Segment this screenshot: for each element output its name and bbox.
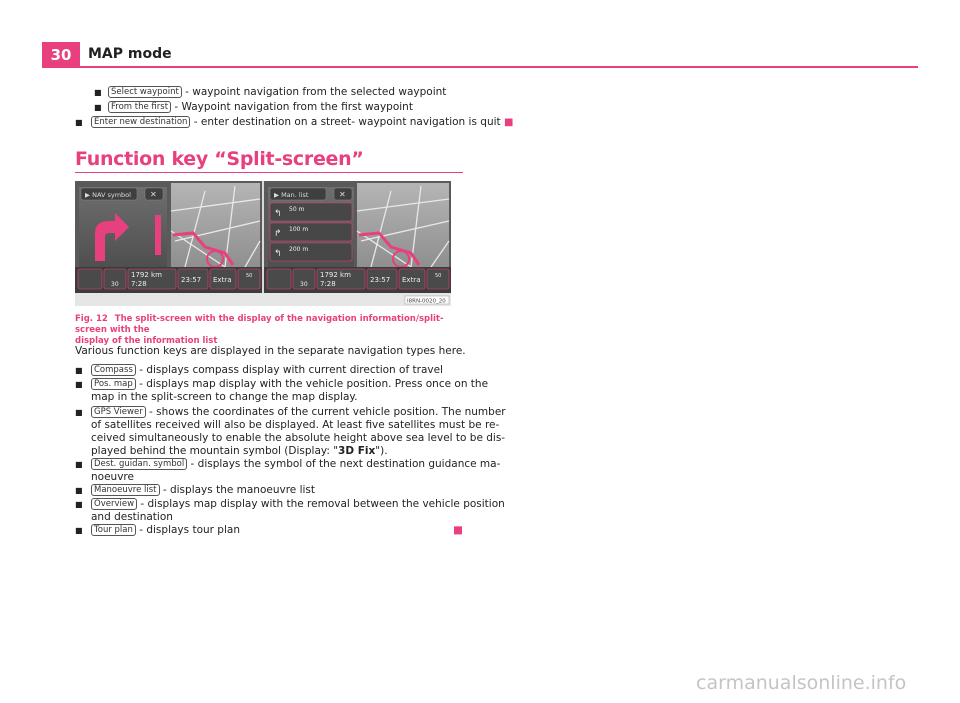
end-mark: ■ bbox=[453, 524, 463, 536]
svg-text:✕: ✕ bbox=[150, 190, 157, 199]
svg-text:50: 50 bbox=[246, 273, 253, 279]
bullet: ■ bbox=[75, 408, 83, 417]
function-key-item: Manoeuvre list - displays the manoeuvre list bbox=[91, 484, 315, 497]
function-key-item: Pos. map - displays map display with the vehicle position. Press once on the bbox=[91, 378, 488, 391]
key-enter-new-destination: Enter new destination bbox=[91, 116, 190, 128]
bullet: ■ bbox=[75, 118, 83, 127]
figure-split-screen bbox=[75, 181, 451, 306]
bullet: ■ bbox=[75, 486, 83, 495]
figure-caption: Fig. 12 The split-screen with the display of the navigation information/split-screen with the display of the information list bbox=[75, 314, 444, 346]
svg-text:↱: ↱ bbox=[274, 229, 282, 239]
bullet: ■ bbox=[94, 88, 102, 97]
function-key-item: GPS Viewer - shows the coordinates of the current vehicle position. The number bbox=[91, 406, 506, 419]
function-key-item: Tour plan - displays tour plan bbox=[91, 524, 240, 537]
heading-rule bbox=[75, 172, 463, 173]
figure-illustration bbox=[75, 181, 451, 306]
svg-text:7:28: 7:28 bbox=[320, 280, 336, 288]
svg-text:Extra: Extra bbox=[213, 276, 232, 284]
function-key-item-continued: and destination bbox=[91, 511, 173, 523]
bullet: ■ bbox=[75, 500, 83, 509]
function-key-item-continued: ceived simultaneously to enable the absolute height above sea level to be dis- bbox=[91, 432, 506, 444]
section-title: MAP mode bbox=[88, 46, 172, 62]
bullet: ■ bbox=[75, 366, 83, 375]
function-key-label: Tour plan bbox=[91, 524, 136, 536]
map-area-left bbox=[171, 183, 260, 267]
figure-code: I8RN-0020_20 bbox=[407, 298, 446, 305]
bullet: ■ bbox=[75, 380, 83, 389]
svg-text:30: 30 bbox=[300, 281, 308, 288]
map-area-right bbox=[357, 183, 449, 267]
key-select-waypoint: Select waypoint bbox=[108, 86, 182, 98]
svg-text:✕: ✕ bbox=[339, 190, 346, 199]
function-key-item-continued: noeuvre bbox=[91, 471, 134, 483]
function-key-label: Pos. map bbox=[91, 378, 136, 390]
svg-text:50: 50 bbox=[435, 273, 442, 279]
svg-text:200 m: 200 m bbox=[289, 246, 309, 253]
section-heading: Function key “Split-screen” bbox=[75, 148, 364, 170]
page-header bbox=[42, 42, 918, 68]
svg-text:7:28: 7:28 bbox=[131, 280, 147, 288]
function-key-label: Dest. guidan. symbol bbox=[91, 458, 187, 470]
svg-text:23:57: 23:57 bbox=[181, 276, 202, 284]
bullet: ■ bbox=[94, 103, 102, 112]
end-mark: ■ bbox=[503, 117, 514, 128]
function-key-item-continued: of satellites received will also be displayed. At least five satellites must be re- bbox=[91, 419, 500, 431]
page-number: 30 bbox=[42, 42, 80, 68]
svg-text:↰: ↰ bbox=[274, 249, 282, 259]
function-key-item: Dest. guidan. symbol - displays the symbol of the next destination guidance ma- bbox=[91, 458, 500, 471]
intro-paragraph: Various function keys are displayed in the separate navigation types here. bbox=[75, 345, 466, 357]
svg-text:↰: ↰ bbox=[274, 209, 282, 219]
watermark: carmanualsonline.info bbox=[696, 672, 907, 694]
svg-text:50 m: 50 m bbox=[289, 206, 305, 213]
bullet: ■ bbox=[75, 526, 83, 535]
function-key-item: Overview - displays map display with the removal between the vehicle position bbox=[91, 498, 505, 511]
svg-text:Extra: Extra bbox=[402, 276, 421, 284]
svg-text:100 m: 100 m bbox=[289, 226, 309, 233]
key-from-the-first: From the first bbox=[108, 101, 171, 113]
left-title: ▶ NAV symbol bbox=[85, 191, 131, 199]
right-title: ▶ Man. list bbox=[274, 191, 309, 199]
function-key-item-continued: map in the split-screen to change the map display. bbox=[91, 391, 358, 403]
function-key-label: Compass bbox=[91, 364, 136, 376]
list-item: Select waypoint - waypoint navigation from the selected waypoint bbox=[108, 86, 446, 99]
list-item: From the first - Waypoint navigation from the first waypoint bbox=[108, 101, 413, 114]
svg-text:23:57: 23:57 bbox=[370, 276, 391, 284]
function-key-item: Compass - displays compass display with current direction of travel bbox=[91, 364, 443, 377]
function-key-label: GPS Viewer bbox=[91, 406, 146, 418]
svg-text:1792 km: 1792 km bbox=[131, 271, 162, 279]
header-rule bbox=[80, 66, 918, 68]
function-key-item-continued: played behind the mountain symbol (Display: "3D Fix"). bbox=[91, 445, 388, 457]
function-key-label: Overview bbox=[91, 498, 137, 510]
function-key-label: Manoeuvre list bbox=[91, 484, 160, 496]
bullet: ■ bbox=[75, 460, 83, 469]
svg-text:30: 30 bbox=[111, 281, 119, 288]
list-item: Enter new destination - enter destination on a street- waypoint navigation is quit ■ bbox=[91, 116, 513, 129]
svg-text:1792 km: 1792 km bbox=[320, 271, 351, 279]
